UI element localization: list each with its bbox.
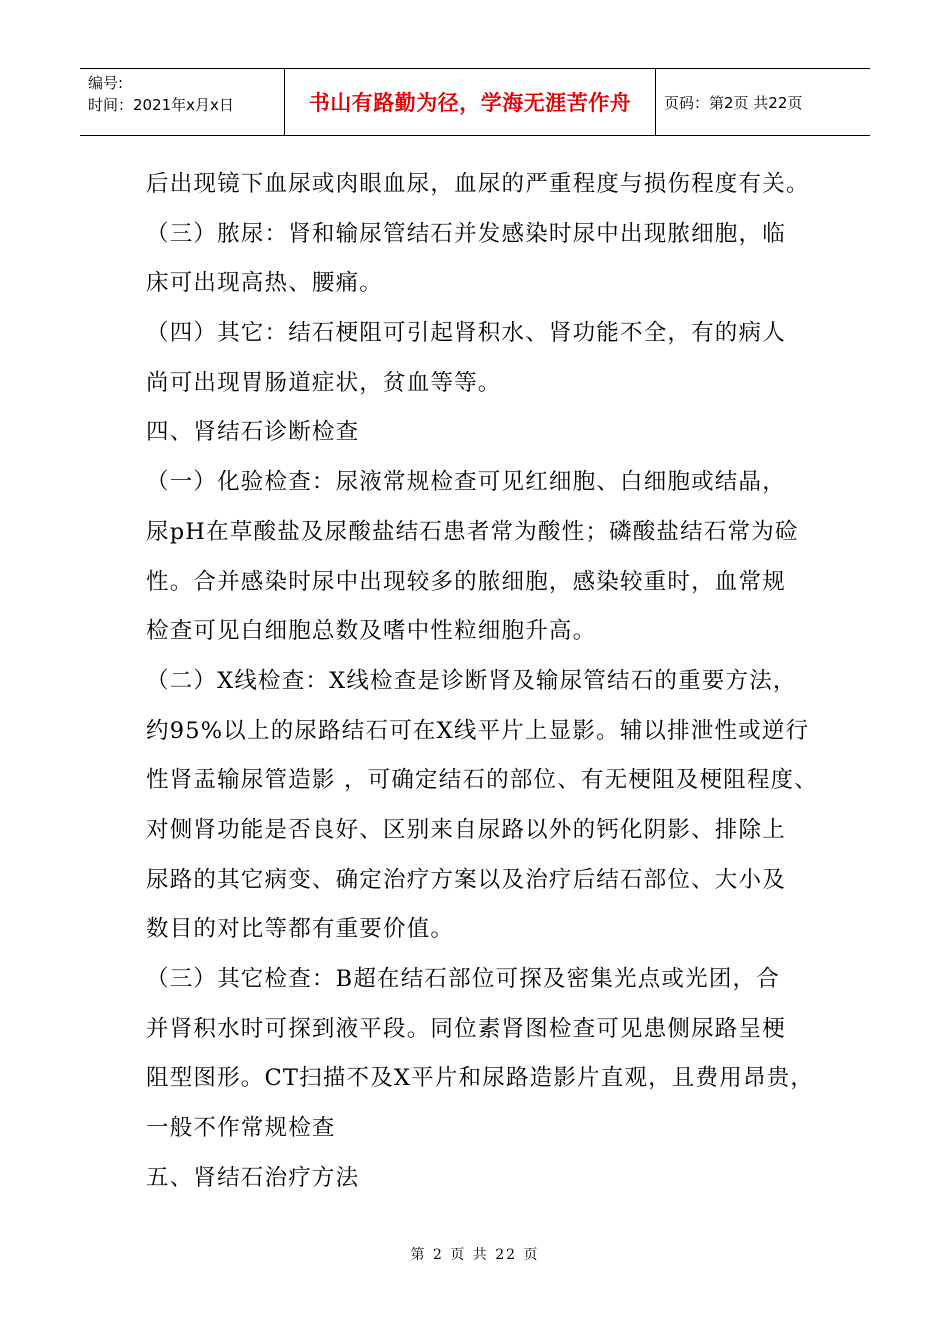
body-line: 性肾盂输尿管造影 ，可确定结石的部位、有无梗阻及梗阻程度、 — [146, 767, 818, 794]
body-line: 并肾积水时可探到液平段。同位素肾图检查可见患侧尿路呈梗 — [146, 1015, 786, 1042]
page-footer: 第 2 页 共 22 页 — [410, 1247, 540, 1263]
section-heading: 五、肾结石治疗方法 — [146, 1164, 360, 1191]
page-header — [80, 68, 870, 136]
header-motto: 书山有路勤为径，学海无涯苦作舟 — [284, 69, 656, 135]
document-number-label: 编号: — [88, 74, 124, 92]
body-line: （二）X线检查：X线检查是诊断肾及输尿管结石的重要方法， — [146, 667, 797, 694]
body-line: 一般不作常规检查 — [146, 1115, 336, 1142]
body-line: （四）其它：结石梗阻可引起肾积水、肾功能不全，有的病人 — [146, 320, 786, 347]
body-line: 约95%以上的尿路结石可在X线平片上显影。辅以排泄性或逆行 — [146, 717, 810, 744]
body-line: 床可出现高热、腰痛。 — [146, 270, 384, 297]
body-line: 性。合并感染时尿中出现较多的脓细胞，感染较重时，血常规 — [146, 568, 786, 595]
header-meta — [80, 69, 284, 135]
body-line: （三）脓尿：肾和输尿管结石并发感染时尿中出现脓细胞，临 — [146, 220, 786, 247]
body-line: 对侧肾功能是否良好、区别来自尿路以外的钙化阴影、排除上 — [146, 816, 786, 843]
body-line: 后出现镜下血尿或肉眼血尿，血尿的严重程度与损伤程度有关。 — [146, 171, 810, 197]
body-line: （三）其它检查：B超在结石部位可探及密集光点或光团，合 — [146, 966, 780, 992]
body-line: 检查可见白细胞总数及嗜中性粒细胞升高。 — [146, 618, 597, 645]
body-line: （一）化验检查：尿液常规检查可见红细胞、白细胞或结晶， — [146, 469, 786, 496]
body-line: 尚可出现胃肠道症状，贫血等等。 — [146, 369, 502, 396]
body-line: 尿路的其它病变、确定治疗方案以及治疗后结石部位、大小及 — [146, 866, 786, 893]
body-line: 数目的对比等都有重要价值。 — [146, 916, 455, 943]
document-body — [146, 160, 836, 1203]
document-date-label: 时间：2021年x月x日 — [88, 96, 234, 114]
header-page-number: 页码：第2页 共22页 — [664, 93, 803, 112]
body-line: 阻型图形。CT扫描不及X平片和尿路造影片直观，且费用昂贵， — [146, 1065, 815, 1092]
section-heading: 四、肾结石诊断检查 — [146, 419, 360, 446]
body-line: 尿pH在草酸盐及尿酸盐结石患者常为酸性；磷酸盐结石常为硷 — [146, 518, 799, 545]
